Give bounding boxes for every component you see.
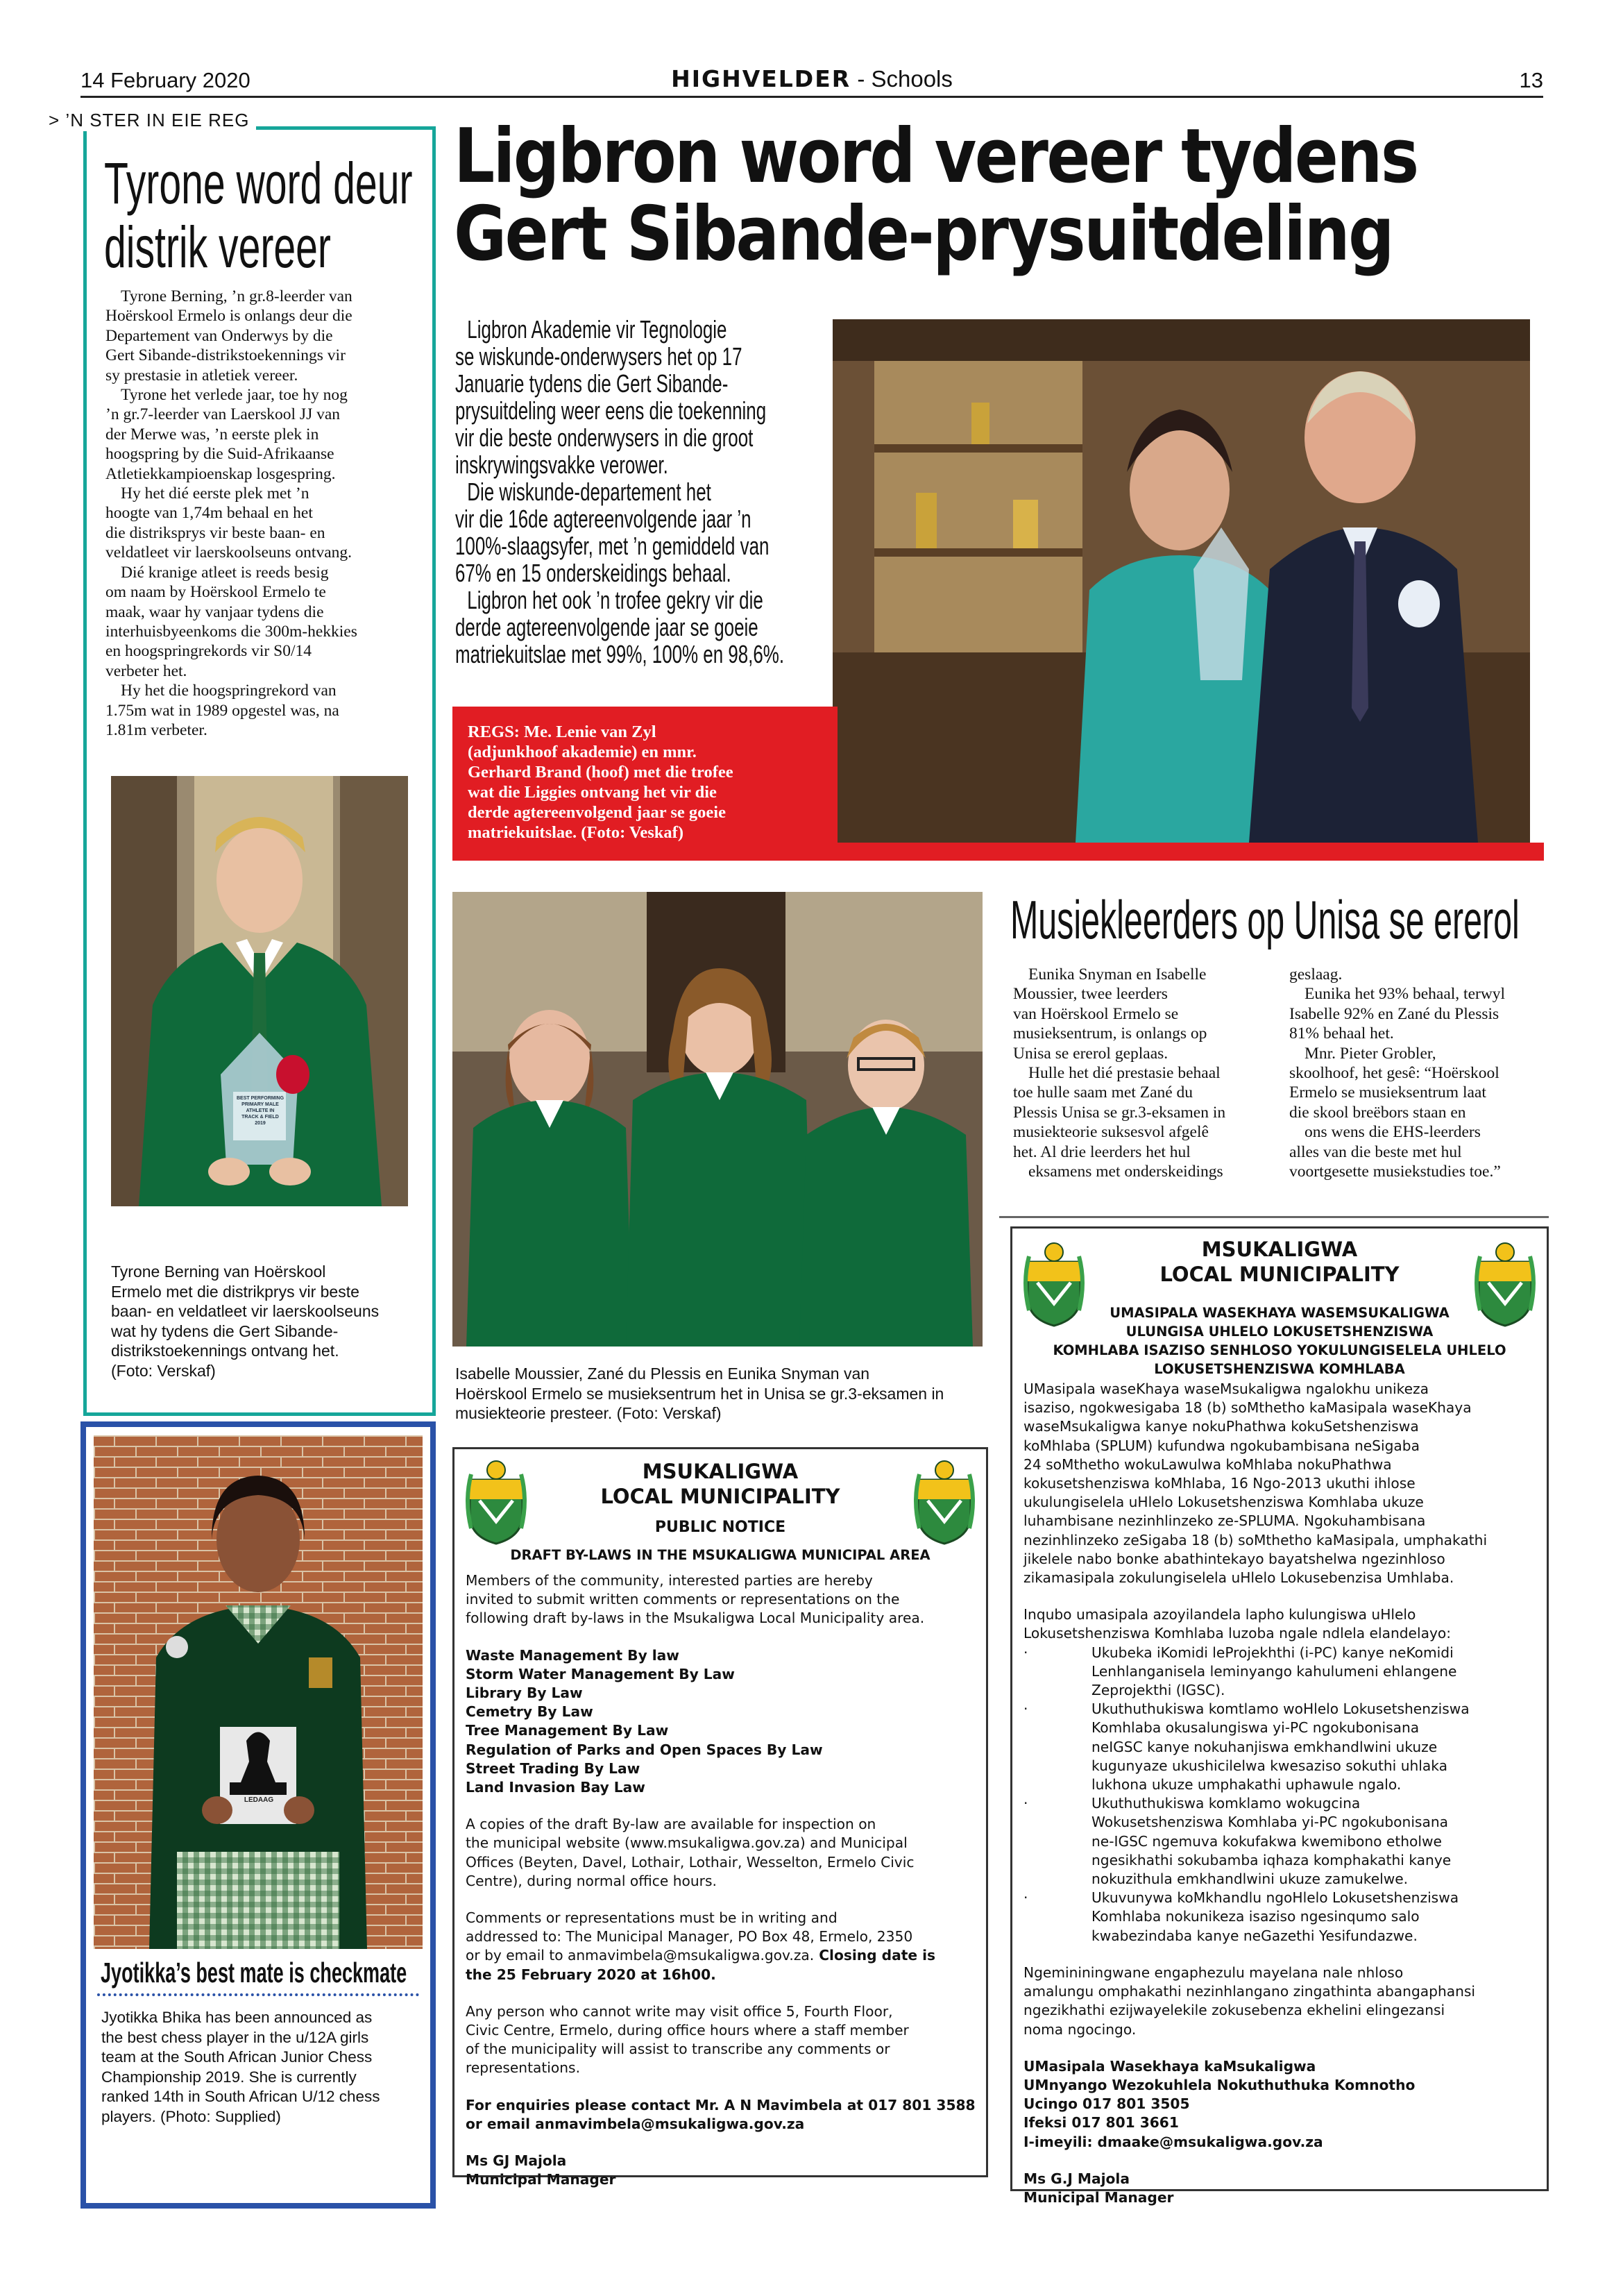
bylaw-item: Cemetry By Law <box>466 1703 593 1721</box>
comments-line: addressed to: The Municipal Manager, PO Box 48, Ermelo, 2350 <box>466 1928 913 1945</box>
body-line: inskrywingsvakke verower. <box>455 450 668 479</box>
copies-line: Centre), during normal office hours. <box>466 1872 717 1889</box>
body-line: verbeter het. <box>105 661 187 680</box>
para-line: zikamasipala zokulungiselela uHlelo Lokusebenzisa Umhlaba. <box>1023 1569 1454 1587</box>
notice-zu-title: MSUKALIGWA LOCAL MUNICIPALITY <box>1159 1238 1400 1286</box>
bullet-line <box>1023 1832 1544 1851</box>
caption-line: Championship 2019. She is currently <box>101 2068 357 2086</box>
caption-line: players. (Photo: Supplied) <box>101 2107 281 2125</box>
tyrone-caption <box>111 1262 416 1381</box>
body-line: 1.81m verbeter. <box>105 720 207 739</box>
body-line: Eunika het 93% behaal, terwyl <box>1305 985 1506 1004</box>
para-line: waseMsukaligwa kanye nokuPhathwa kokuSetshenziswa <box>1023 1418 1419 1435</box>
enquiries-line: or email anmavimbela@msukaligwa.gov.za <box>466 2115 805 2132</box>
chess-trophy-label: LEDAAG <box>244 1796 274 1804</box>
jyotikka-divider <box>97 1993 419 1996</box>
bullet-line <box>1023 1927 1544 1945</box>
body-line: Mnr. Pieter Grobler, <box>1305 1044 1436 1063</box>
body-line: Hulle het dié prestasie behaal <box>1028 1064 1221 1083</box>
para-line: Lokusetshenziswa Komhlaba luzoba ngale ndlela elandelayo: <box>1023 1625 1452 1642</box>
visit-line: of the municipality will assist to transcribe any comments or <box>466 2041 890 2058</box>
music-col1 <box>1013 965 1284 1181</box>
ligbron-photo-illustration <box>833 319 1530 843</box>
bullet-text: kwabezindaba kanye neGazethi Yesifundazwe. <box>1091 1927 1418 1944</box>
body-line: sy prestasie in atletiek vereer. <box>105 366 298 385</box>
body-line: musieksentrum, is onlangs op <box>1013 1024 1207 1043</box>
body-line: hoogte van 1,74m behaal en het <box>105 504 313 523</box>
ligbron-body <box>455 316 835 668</box>
bullet-text: Wokusetshenziswa Komhlaba yi-PC ngokubonisana <box>1091 1814 1448 1831</box>
para-line: amalungu omphakathi nezinhlangano zingathinta abangaphansi <box>1023 1983 1476 2000</box>
para-line: luhambisane nezinhlinzeko ze-SPLUMA. Ngokuhambisana <box>1023 1512 1426 1530</box>
signoff-line: Ms G.J Majola <box>1023 2170 1130 2187</box>
body-line: 100%-slaagsyfer, met ’n gemiddeld van <box>455 532 770 560</box>
body-line: skoolhoof, het gesê: “Hoërskool <box>1289 1064 1499 1083</box>
music-headline: Musiekleerders op Unisa se ererol <box>1010 889 1520 950</box>
body-line: Tyrone Berning, ’n gr.8-leerder van <box>121 287 352 305</box>
bylaw-item: Library By Law <box>466 1685 583 1702</box>
body-line: ons wens die EHS-leerders <box>1305 1123 1481 1142</box>
caption-line: (adjunkhoof akademie) en mnr. <box>468 743 697 761</box>
notice-zu-heading <box>1012 1303 1547 1378</box>
bylaw-item: Regulation of Parks and Open Spaces By Law <box>466 1741 823 1758</box>
visit-line: Civic Centre, Ermelo, during office hours where a staff member <box>466 2022 909 2039</box>
bullet-icon: · <box>1023 1889 1028 1907</box>
caption-line: the best chess player in the u/12A girls <box>101 2028 369 2046</box>
caption-line: ranked 14th in South African U/12 chess <box>101 2088 380 2105</box>
body-line: ’n gr.7-leerder van Laerskool JJ van <box>105 405 341 424</box>
para-line: ngezikhathi ezijwayelekile zokusebenza ekhelini elingezansi <box>1023 2002 1445 2019</box>
body-line: vir die 16de agtereenvolgende jaar ’n <box>455 505 751 533</box>
visit-line: representations. <box>466 2059 580 2077</box>
body-line: matriekuitslae met 99%, 100% en 98,6%. <box>455 640 785 668</box>
bylaw-item: Tree Management By Law <box>466 1722 669 1739</box>
bullet-text: Komhlaba nokunikeza isaziso ngesinqumo salo <box>1091 1908 1420 1925</box>
caption-line: baan- en veldatleet vir laerskoolseuns <box>111 1302 380 1320</box>
body-line: eksamens met onderskeidings <box>1028 1163 1223 1181</box>
body-line: voortgesette musiekstudies toe.” <box>1289 1163 1501 1181</box>
comments-line: or by email to anmavimbela@msukaligwa.gov.za. <box>466 1947 815 1964</box>
notice-en-subtitle: PUBLIC NOTICE <box>654 1519 786 1536</box>
body-line: Ligbron het ook ’n trofee gekry vir die <box>467 586 763 614</box>
body-line: Moussier, twee leerders <box>1013 985 1168 1004</box>
para-line: koMhlaba (SPLUM) kufundwa ngokubambisana neSigaba <box>1023 1437 1420 1454</box>
body-line: Gert Sibande-distrikstoekennings vir <box>105 346 346 365</box>
body-line: toe hulle saam met Zané du <box>1013 1083 1193 1102</box>
bullet-line <box>1023 1851 1544 1870</box>
bullet-line <box>1023 1794 1544 1813</box>
closing-date: Closing date is <box>814 1947 936 1964</box>
kicker-arrow-icon: > <box>49 110 60 130</box>
bullet-line <box>1023 1775 1544 1794</box>
jyotikka-headline: Jyotikka’s best mate is checkmate <box>101 1957 407 1989</box>
bullet-text: Lenhlanganisela leminyango kahulumeni ehlangene <box>1091 1662 1457 1680</box>
heading-line: ULUNGISA UHLELO LOKUSETSHENZISWA <box>1125 1324 1434 1340</box>
visit-line: Any person who cannot write may visit office 5, Fourth Floor, <box>466 2002 893 2020</box>
caption-line: Tyrone Berning van Hoërskool <box>111 1263 326 1281</box>
bullet-text: neIGSC kanye nokuhanjiswa emkhandlwini ukuze <box>1091 1738 1438 1755</box>
intro-line: following draft by-laws in the Msukaligwa Local Municipality area. <box>466 1610 925 1627</box>
bullet-line <box>1023 1907 1544 1926</box>
bullet-text: Komhlaba okusalungiswa yi-PC ngokubonisana <box>1091 1719 1420 1737</box>
caption-line: Jyotikka Bhika has been announced as <box>101 2009 373 2026</box>
bullet-line <box>1023 1700 1544 1719</box>
music-photo-illustration <box>452 892 983 1347</box>
red-accent-strip <box>838 843 1544 861</box>
notice-en-heading: DRAFT BY-LAWS IN THE MSUKALIGWA MUNICIPAL AREA <box>510 1547 931 1563</box>
caption-line: REGS: Me. Lenie van Zyl <box>468 723 656 741</box>
body-line: Plessis Unisa se gr.3-eksamen in <box>1013 1103 1226 1122</box>
para-line: Inqubo umasipala azoyilandela lapho kulungiswa uHlelo <box>1023 1606 1416 1623</box>
body-line: Unisa se ererol geplaas. <box>1013 1044 1169 1063</box>
tyrone-headline: Tyrone word deur distrik vereer <box>104 151 413 280</box>
tyrone-photo <box>111 776 408 1206</box>
bullet-text: Ukubeka iKomidi leProjekhthi (i-PC) kanye neKomidi <box>1091 1644 1454 1661</box>
bullet-text: ngesikhathi sokubamba iqhaza komphakathi kanye <box>1091 1851 1452 1868</box>
signoff-line: Municipal Manager <box>1023 2188 1174 2206</box>
masthead-title <box>80 65 1543 92</box>
body-line: Atletiekkampioenskap losgespring. <box>105 464 336 483</box>
bullet-text: Ukuvunywa koMkhandlu ngoHlelo Lokusetshenziswa <box>1091 1889 1459 1907</box>
body-line: Ligbron Akademie vir Tegnologie <box>467 315 727 344</box>
bullet-text: nokuzithula emkhandlwini ukuze zamukelwe. <box>1091 1871 1409 1888</box>
comments-line: Comments or representations must be in writing and <box>466 1909 838 1927</box>
enquiries-line: For enquiries please contact Mr. A N Mavimbela at 017 801 3588 <box>466 2096 976 2113</box>
body-line: Januarie tydens die Gert Sibande- <box>455 369 729 398</box>
notice-en-body <box>466 1571 979 2189</box>
body-line: Hoërskool Ermelo is onlangs deur die <box>105 307 352 326</box>
para-line: noma ngocingo. <box>1023 2020 1137 2038</box>
music-photo <box>452 892 983 1347</box>
bullet-text: kugunyaze ukushicilelwa kwesaziso sokuthi uhlaka <box>1091 1757 1447 1774</box>
body-line: musiekteorie suksesvol afgelê <box>1013 1123 1209 1142</box>
body-line: Dié kranige atleet is reeds besig <box>121 563 329 582</box>
body-line: Hy het die hoogspringrekord van <box>121 682 337 700</box>
contact-line: UMasipala Wasekhaya kaMsukaligwa <box>1023 2057 1316 2075</box>
body-line: derde agtereenvolgende jaar se goeie <box>455 613 758 641</box>
caption-line: Hoërskool Ermelo se musieksentrum het in Unisa se gr.3-eksamen in <box>455 1384 944 1403</box>
bullet-icon: · <box>1023 1795 1028 1812</box>
para-line: 24 soMthetho wokuLawulwa koMhlaba nokuPhathwa <box>1023 1455 1392 1473</box>
ligbron-caption <box>452 707 838 861</box>
page-number: 13 <box>1519 68 1543 92</box>
comments-line <box>466 1946 979 1965</box>
bullet-line <box>1023 1889 1544 1907</box>
heading-line: KOMHLABA ISAZISO SENHLOSO YOKULUNGISELELA UHLELO <box>1053 1342 1506 1358</box>
public-notice-zu <box>1010 1226 1549 2206</box>
para-line: isaziso, ngokwesigaba 18 (b) soMthetho kaMasipala waseKhaya <box>1023 1399 1472 1417</box>
copies-line: A copies of the draft By-law are available for inspection on <box>466 1816 876 1833</box>
caption-line: Ermelo met die distrikprys vir beste <box>111 1282 359 1301</box>
body-line: vir die beste onderwysers in die groot <box>455 423 754 452</box>
section-name: - Schools <box>851 66 953 92</box>
notice-zu-body <box>1023 1380 1544 2207</box>
body-line: interhuisbyeenkoms die 300m-hekkies <box>105 622 357 641</box>
copies-line: the municipal website (www.msukaligwa.gov.za) and Municipal <box>466 1834 908 1852</box>
body-line: 1.75m wat in 1989 opgestel was, na <box>105 701 339 720</box>
jyotikka-caption <box>101 2008 420 2127</box>
body-line: Hy het dié eerste plek met ’n <box>121 484 309 503</box>
contact-line: I-imeyili: dmaake@msukaligwa.gov.za <box>1023 2133 1323 2150</box>
tyrone-photo-illustration <box>111 776 408 1206</box>
signoff-line: Municipal Manager <box>466 2171 616 2188</box>
jyotikka-photo <box>94 1435 423 1949</box>
bylaw-item: Street Trading By Law <box>466 1759 640 1777</box>
bylaw-item: Land Invasion Bay Law <box>466 1779 645 1796</box>
caption-line: wat die Liggies ontvang het vir die <box>468 783 717 802</box>
caption-line: team at the South African Junior Chess <box>101 2048 373 2066</box>
body-line: Ermelo se musieksentrum laat <box>1289 1083 1486 1102</box>
bullet-line <box>1023 1757 1544 1775</box>
bullet-text: ne-IGSC ngemuva kokufakwa kwemibono etholwe <box>1091 1832 1442 1850</box>
caption-line: distrikstoekennings ontvang het. <box>111 1342 339 1360</box>
body-line: die distriksprys vir beste baan- en <box>105 523 325 542</box>
notice-en-title: MSUKALIGWA LOCAL MUNICIPALITY <box>600 1460 840 1508</box>
para-line: UMasipala waseKhaya waseMsukaligwa ngalokhu unikeza <box>1023 1381 1429 1397</box>
bullet-text: Zeprojekthi (IGSC). <box>1091 1682 1225 1699</box>
contact-line: UMnyango Wezokuhlela Nokuthuthuka Komnotho <box>1023 2076 1416 2093</box>
para-line: kokusetshenziswa koMhlaba, 16 Ngo-2013 ukuthi ihlose <box>1023 1475 1416 1492</box>
contact-line: Ucingo 017 801 3505 <box>1023 2095 1190 2113</box>
jyotikka-photo-illustration <box>94 1435 423 1949</box>
body-line: 67% en 15 onderskeidings behaal. <box>455 559 731 587</box>
tyrone-body <box>105 287 411 740</box>
bylaw-item: Storm Water Management By Law <box>466 1665 735 1682</box>
heading-line: LOKUSETSHENZISWA KOMHLABA <box>1154 1361 1405 1377</box>
body-line: veldatleet vir laerskoolseuns ontvang. <box>105 543 352 562</box>
para-line: Ngemininingwane engaphezulu mayelana nale nhloso <box>1023 1964 1404 1981</box>
body-line: om naam by Hoërskool Ermelo te <box>105 583 326 602</box>
ligbron-headline: Ligbron word vereer tydens Gert Sibande-prysuitdeling <box>454 113 1418 278</box>
body-line: en hoogspringrekords vir S0/14 <box>105 642 312 661</box>
music-col2 <box>1289 965 1553 1181</box>
body-line: Eunika Snyman en Isabelle <box>1028 965 1207 984</box>
bullet-icon: · <box>1023 1700 1028 1718</box>
heading-line: UMASIPALA WASEKHAYA WASEMSUKALIGWA <box>1110 1305 1450 1321</box>
body-line: het. Al drie leerders het hul <box>1013 1142 1191 1161</box>
intro-line: Members of the community, interested parties are hereby <box>466 1572 873 1589</box>
body-line: 81% behaal het. <box>1289 1024 1394 1043</box>
bullet-line <box>1023 1662 1544 1681</box>
closing-date: the 25 February 2020 at 16h00. <box>466 1966 716 1983</box>
para-line: ukulungiselela uHlelo Lokusetshenziswa Komhlaba ukuze <box>1023 1494 1424 1511</box>
paper-name: HIGHVELDER <box>671 65 851 92</box>
caption-line: (Foto: Verskaf) <box>111 1361 216 1380</box>
body-line: hoogspring by die Suid-Afrikaanse <box>105 445 334 464</box>
body-line: geslaag. <box>1289 965 1343 984</box>
signoff-line: Ms GJ Majola <box>466 2152 567 2170</box>
bullet-text: Ukuthuthukiswa komtlamo woHlelo Lokusetshenziswa <box>1091 1700 1470 1718</box>
para-line: nezinhlinzeko zeSigaba 18 (b) soMthetho kaMasipala, umphakathi <box>1023 1531 1488 1548</box>
copies-line: Offices (Beyten, Davel, Lothair, Lothair, Wesselton, Ermelo Civic <box>466 1853 915 1871</box>
caption-line: derde agtereenvolgend jaar se goeie <box>468 803 726 822</box>
body-line: maak, waar hy vanjaar tydens die <box>105 602 324 621</box>
tyrone-trophy-text: BEST PERFORMING PRIMARY MALE ATHLETE IN TRACK & FIELD 2019 <box>236 1096 284 1126</box>
bullet-line <box>1023 1644 1544 1662</box>
bullet-text: Ukuthuthukiswa komklamo wokugcina <box>1091 1795 1361 1812</box>
bullet-line <box>1023 1738 1544 1757</box>
body-line: Isabelle 92% en Zané du Plessis <box>1289 1004 1499 1023</box>
ligbron-photo <box>833 319 1530 843</box>
caption-line: wat hy tydens die Gert Sibande- <box>111 1322 339 1340</box>
issue-date: 14 February 2020 <box>80 68 250 92</box>
bullet-line <box>1023 1813 1544 1832</box>
caption-line: matriekuitslae. (Foto: Veskaf) <box>468 823 683 842</box>
bullet-text: lukhona ukuze umphakathi uphawule ngalo. <box>1091 1776 1402 1793</box>
body-line: der Merwe was, ’n eerste plek in <box>105 425 319 444</box>
body-line: se wiskunde-onderwysers het op 17 <box>455 342 742 371</box>
bylaw-item: Waste Management By law <box>466 1646 679 1664</box>
masthead <box>80 64 1543 98</box>
music-caption <box>455 1364 983 1424</box>
bullet-icon: · <box>1023 1644 1028 1661</box>
caption-line: musiekteorie presteer. (Foto: Verskaf) <box>455 1404 722 1422</box>
body-line: die skool breëbors staan en <box>1289 1103 1466 1122</box>
bullet-line <box>1023 1870 1544 1889</box>
caption-line: Isabelle Moussier, Zané du Plessis en Eunika Snyman van <box>455 1365 870 1383</box>
body-line: van Hoërskool Ermelo se <box>1013 1004 1179 1023</box>
intro-line: invited to submit written comments or representations on the <box>466 1591 900 1608</box>
body-line: prysuitdeling weer eens die toekenning <box>455 396 767 425</box>
para-line: jikelele nabo bonke abathintekayo bayatshelwa ngezinhloso <box>1023 1550 1445 1567</box>
body-line: Departement van Onderwys by die <box>105 326 333 345</box>
caption-line: Gerhard Brand (hoof) met die trofee <box>468 763 733 782</box>
contact-line: Ifeksi 017 801 3661 <box>1023 2114 1179 2132</box>
body-line: alles van die beste met hul <box>1289 1142 1462 1161</box>
body-line: Tyrone het verlede jaar, toe hy nog <box>121 386 348 405</box>
bullet-line <box>1023 1681 1544 1700</box>
tyrone-kicker: > ’N STER IN EIE REG <box>42 110 256 131</box>
body-line: Die wiskunde-departement het <box>467 478 711 506</box>
bullet-line <box>1023 1719 1544 1737</box>
public-notice-en <box>452 1447 988 2188</box>
